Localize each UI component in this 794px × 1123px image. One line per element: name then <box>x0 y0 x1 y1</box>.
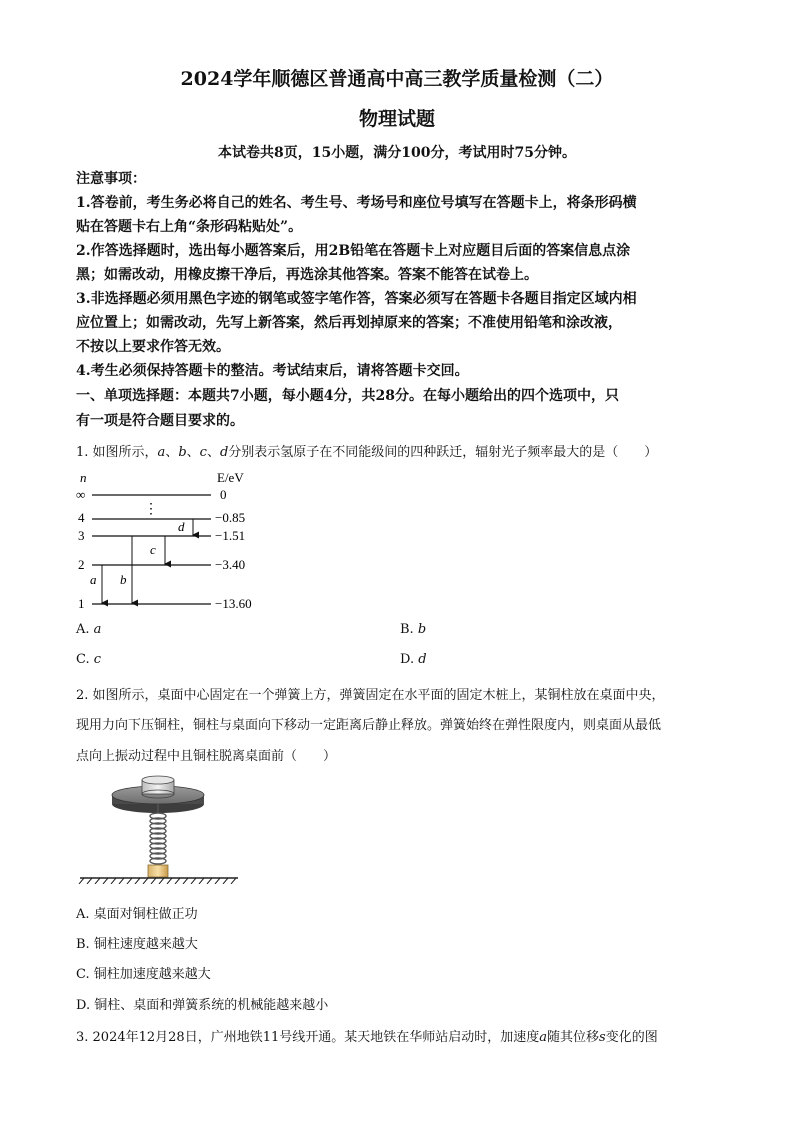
transition-a-label: a <box>90 572 97 587</box>
option-b[interactable]: B. b <box>400 622 427 637</box>
transition-c-label: c <box>150 542 156 557</box>
level-n-label: 4 <box>78 510 85 525</box>
ground-hatching <box>79 878 236 884</box>
option-b[interactable]: B. 铜柱速度越来越大 <box>76 937 198 952</box>
transition-d-label: d <box>178 519 185 534</box>
option-a[interactable]: A. a <box>76 622 102 637</box>
question-2-stem: 现用力向下压铜柱，铜柱与桌面向下移动一定距离后静止释放。弹簧始终在弹性限度内，则桌面从最低 <box>76 718 662 733</box>
notes-line: 4.考生必须保持答题卡的整洁。考试结束后，请将答题卡交回。 <box>76 363 469 379</box>
question-3-stem: 3. 2024年12月28日，广州地铁11号线开通。某天地铁在华师站启动时，加速度a随其位移s变化的图 <box>76 1030 658 1045</box>
notes-line: 黑；如需改动，用橡皮擦干净后，再选涂其他答案。答案不能答在试卷上。 <box>76 267 538 283</box>
level-n-label: 2 <box>78 557 85 572</box>
transition-b-label: b <box>120 572 127 587</box>
option-c[interactable]: C. c <box>76 652 102 667</box>
option-a[interactable]: A. 桌面对铜柱做正功 <box>76 907 198 922</box>
notes-line: 贴在答题卡右上角“条形码粘贴处”。 <box>76 219 303 235</box>
notes-line: 不按以上要求作答无效。 <box>76 339 230 355</box>
spring-table-figure <box>78 774 243 884</box>
section-heading: 有一项是符合题目要求的。 <box>76 413 244 429</box>
level-energy-label: −0.85 <box>215 510 246 525</box>
question-1-stem: 1. 如图所示，a、b、c、d分别表示氢原子在不同能级间的四种跃迁，辐射光子频率最大的是（ ） <box>76 445 658 460</box>
level-energy-label: 0 <box>220 487 227 502</box>
notes-line: 应位置上；如需改动，先写上新答案，然后再划掉原来的答案；不准使用铅笔和涂改液， <box>76 315 622 331</box>
spring <box>150 813 166 864</box>
notes-line: 3.非选择题必须用黑色字迹的钢笔或签字笔作答，答案必须写在答题卡各题目指定区域内相 <box>76 291 637 307</box>
section-heading: 一、单项选择题：本题共7小题，每小题4分，共28分。在每小题给出的四个选项中，只 <box>76 388 619 404</box>
exam-title: 2024学年顺德区普通高中高三教学质量检测（二） <box>180 68 614 90</box>
axis-n-label: n <box>80 470 87 485</box>
level-n-label: 3 <box>78 528 85 543</box>
question-2-stem: 点向上振动过程中且铜柱脱离桌面前（ ） <box>76 749 337 764</box>
option-d[interactable]: D. 铜柱、桌面和弹簧系统的机械能越来越小 <box>76 998 329 1013</box>
level-energy-label: −1.51 <box>215 528 246 543</box>
subject-title: 物理试题 <box>358 108 435 130</box>
option-d[interactable]: D. d <box>400 652 427 667</box>
exam-info: 本试卷共8页，15小题，满分100分，考试用时75分钟。 <box>218 145 576 161</box>
wooden-post <box>148 865 168 877</box>
notes-heading: 注意事项： <box>76 171 146 187</box>
ellipsis-dots: ⋮ <box>144 502 158 517</box>
question-2-stem: 2. 如图所示，桌面中心固定在一个弹簧上方，弹簧固定在水平面的固定木桩上，某铜柱放在桌面中央， <box>76 688 665 703</box>
level-energy-label: −13.60 <box>215 596 252 611</box>
cylinder-top <box>142 776 174 784</box>
notes-line: 2.作答选择题时，选出每小题答案后，用2B铅笔在答题卡上对应题目后面的答案信息点涂 <box>76 243 631 259</box>
level-energy-label: −3.40 <box>215 557 246 572</box>
option-c[interactable]: C. 铜柱加速度越来越大 <box>76 967 211 982</box>
level-n-label: 1 <box>78 596 85 611</box>
level-n-label: ∞ <box>76 487 86 502</box>
energy-level-diagram <box>70 466 270 616</box>
axis-e-label: E/eV <box>217 470 244 485</box>
notes-line: 1.答卷前，考生务必将自己的姓名、考生号、考场号和座位号填写在答题卡上，将条形码横 <box>76 195 637 211</box>
